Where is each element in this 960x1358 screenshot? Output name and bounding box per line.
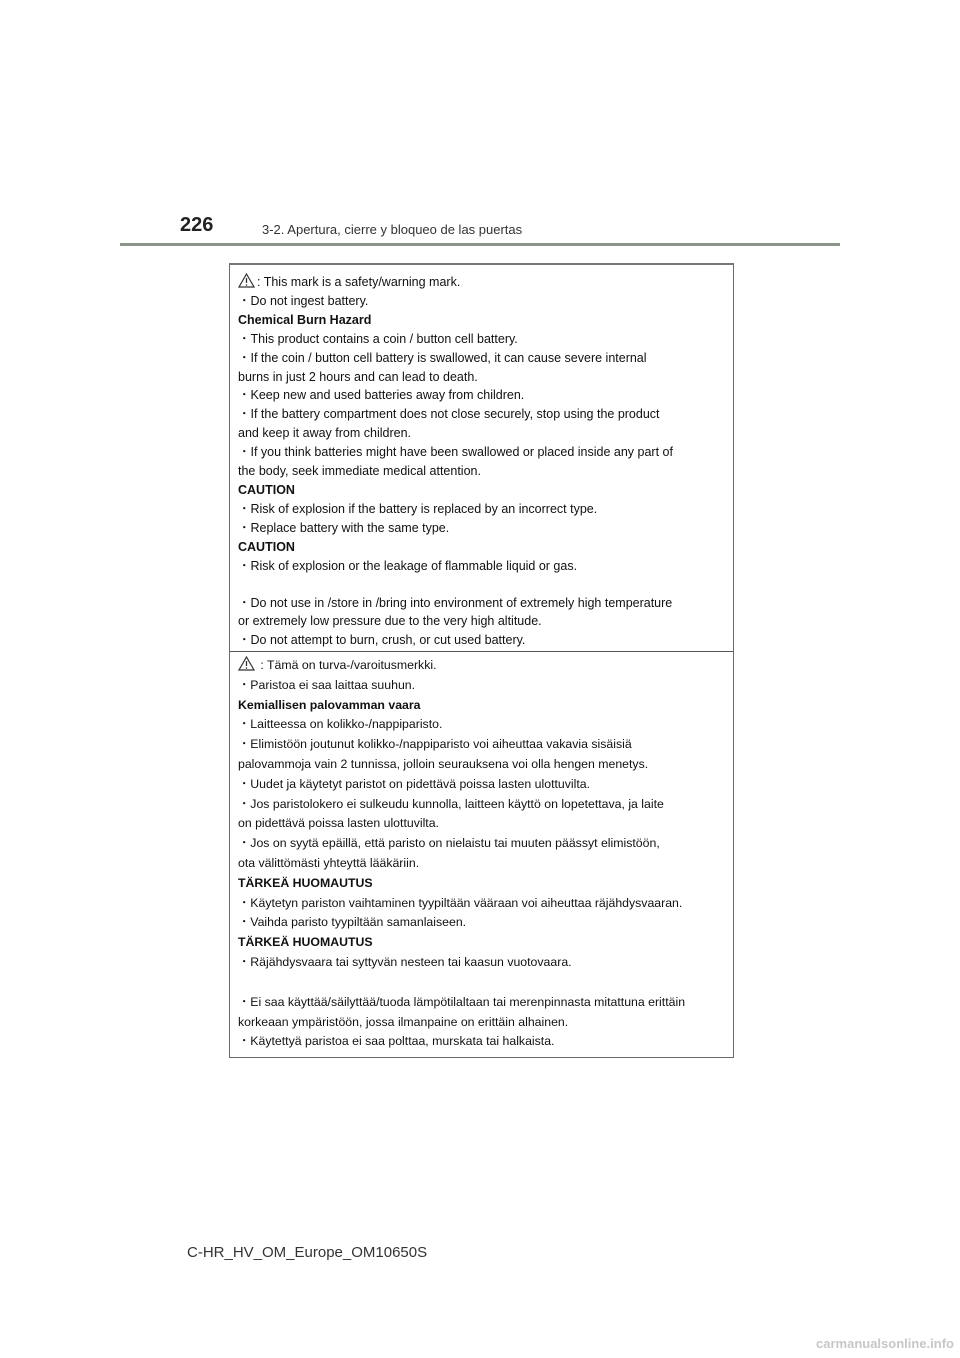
line-text: ・Keep new and used batteries away from children. xyxy=(238,388,525,403)
line-text: ・Ei saa käyttää/säilyttää/tuoda lämpötilaltaan tai merenpinnasta mitattuna erittäin xyxy=(238,994,686,1009)
warning-line xyxy=(238,656,725,676)
battery-warning-label xyxy=(229,263,734,1058)
warning-line xyxy=(238,775,725,795)
line-text: korkeaan ympäristöön, jossa ilmanpaine on erittäin alhainen. xyxy=(238,1014,569,1029)
line-text: ・Räjähdysvaara tai syttyvän nesteen tai kaasun vuotovaara. xyxy=(238,954,572,969)
warning-line xyxy=(238,854,725,874)
warning-heading xyxy=(238,696,725,716)
line-text: ・Risk of explosion or the leakage of flammable liquid or gas. xyxy=(238,558,578,573)
line-text: ・If the coin / button cell battery is swallowed, it can cause severe internal xyxy=(238,350,647,365)
line-text: : Tämä on turva-/varoitusmerkki. xyxy=(257,658,437,672)
english-warning-text xyxy=(238,265,725,650)
warning-line xyxy=(238,1013,725,1033)
line-text: ・Vaihda paristo tyypiltään samanlaiseen. xyxy=(238,915,467,930)
warning-line xyxy=(238,894,725,914)
warning-triangle-icon xyxy=(238,656,255,671)
warning-triangle-icon xyxy=(238,273,255,288)
warning-line xyxy=(238,594,725,613)
warning-line xyxy=(238,273,725,292)
warning-line xyxy=(238,462,725,481)
line-text: palovammoja vain 2 tunnissa, jolloin seurauksena voi olla hengen menetys. xyxy=(238,756,649,771)
document-id: C-HR_HV_OM_Europe_OM10650S xyxy=(187,1244,428,1261)
warning-line xyxy=(238,676,725,696)
warning-line xyxy=(238,814,725,834)
finnish-warning-panel xyxy=(230,651,733,1056)
line-text: Chemical Burn Hazard xyxy=(238,312,372,327)
line-text: TÄRKEÄ HUOMAUTUS xyxy=(238,875,373,890)
warning-heading xyxy=(238,538,725,557)
line-text: on pidettävä poissa lasten ulottuvilta. xyxy=(238,816,439,831)
warning-line xyxy=(238,1032,725,1052)
warning-line xyxy=(238,349,725,368)
line-text: ・Käytetyn pariston vaihtaminen tyypiltään vääraan voi aiheuttaa räjähdysvaaran. xyxy=(238,895,683,910)
warning-line xyxy=(238,953,725,973)
warning-line xyxy=(238,519,725,538)
warning-line xyxy=(238,500,725,519)
warning-line xyxy=(238,443,725,462)
warning-line xyxy=(238,405,725,424)
warning-line xyxy=(238,715,725,735)
line-text: ・Uudet ja käytetyt paristot on pidettävä poissa lasten ulottuvilta. xyxy=(238,776,591,791)
line-text: ・Risk of explosion if the battery is replaced by an incorrect type. xyxy=(238,501,598,516)
blank-line xyxy=(238,576,725,594)
header-divider xyxy=(120,243,840,246)
line-text: ・If the battery compartment does not close securely, stop using the product xyxy=(238,407,660,422)
line-text: ・Replace battery with the same type. xyxy=(238,520,450,535)
warning-line xyxy=(238,834,725,854)
blank-line xyxy=(238,973,725,993)
warning-heading xyxy=(238,311,725,330)
warning-heading xyxy=(238,874,725,894)
warning-heading xyxy=(238,933,725,953)
warning-line xyxy=(238,424,725,443)
line-text: ・This product contains a coin / button cell battery. xyxy=(238,331,518,346)
line-text: ・Jos on syytä epäillä, että paristo on nielaistu tai muuten päässyt elimistöön, xyxy=(238,836,660,851)
line-text: TÄRKEÄ HUOMAUTUS xyxy=(238,935,373,950)
line-text: the body, seek immediate medical attention. xyxy=(238,464,481,479)
warning-line xyxy=(238,292,725,311)
english-warning-panel xyxy=(230,265,733,649)
warning-line xyxy=(238,386,725,405)
warning-line xyxy=(238,735,725,755)
warning-line xyxy=(238,913,725,933)
line-text: Kemiallisen palovamman vaara xyxy=(238,697,421,712)
warning-line xyxy=(238,993,725,1013)
line-text: ・Do not use in /store in /bring into environment of extremely high temperature xyxy=(238,595,673,610)
line-text: ・Elimistöön joutunut kolikko-/nappiparisto voi aiheuttaa vakavia sisäisiä xyxy=(238,737,632,752)
line-text: CAUTION xyxy=(238,482,295,497)
line-text: ・If you think batteries might have been swallowed or placed inside any part of xyxy=(238,445,673,460)
line-text: : This mark is a safety/warning mark. xyxy=(257,275,461,289)
watermark: carmanualsonline.info xyxy=(816,1336,954,1351)
line-text: CAUTION xyxy=(238,539,295,554)
line-text: ・Käytettyä paristoa ei saa polttaa, murskata tai halkaista. xyxy=(238,1034,555,1049)
warning-heading xyxy=(238,481,725,500)
line-text: and keep it away from children. xyxy=(238,426,412,441)
line-text: ・Paristoa ei saa laittaa suuhun. xyxy=(238,677,416,692)
line-text: ・Laitteessa on kolikko-/nappiparisto. xyxy=(238,717,443,732)
line-text: ・Do not ingest battery. xyxy=(238,293,369,308)
warning-line xyxy=(238,368,725,387)
line-text: burns in just 2 hours and can lead to death. xyxy=(238,369,478,384)
warning-line xyxy=(238,557,725,576)
line-text: ・Do not attempt to burn, crush, or cut used battery. xyxy=(238,633,526,648)
section-title: 3-2. Apertura, cierre y bloqueo de las puertas xyxy=(262,222,523,237)
page-number: 226 xyxy=(180,214,214,236)
line-text: ota välittömästi yhteyttä lääkäriin. xyxy=(238,855,420,870)
warning-line xyxy=(238,631,725,650)
finnish-warning-text xyxy=(238,652,725,1052)
warning-line xyxy=(238,755,725,775)
warning-line xyxy=(238,330,725,349)
warning-line xyxy=(238,612,725,631)
line-text: or extremely low pressure due to the very high altitude. xyxy=(238,614,542,629)
line-text: ・Jos paristolokero ei sulkeudu kunnolla, laitteen käyttö on lopetettava, ja laite xyxy=(238,796,664,811)
warning-line xyxy=(238,795,725,815)
